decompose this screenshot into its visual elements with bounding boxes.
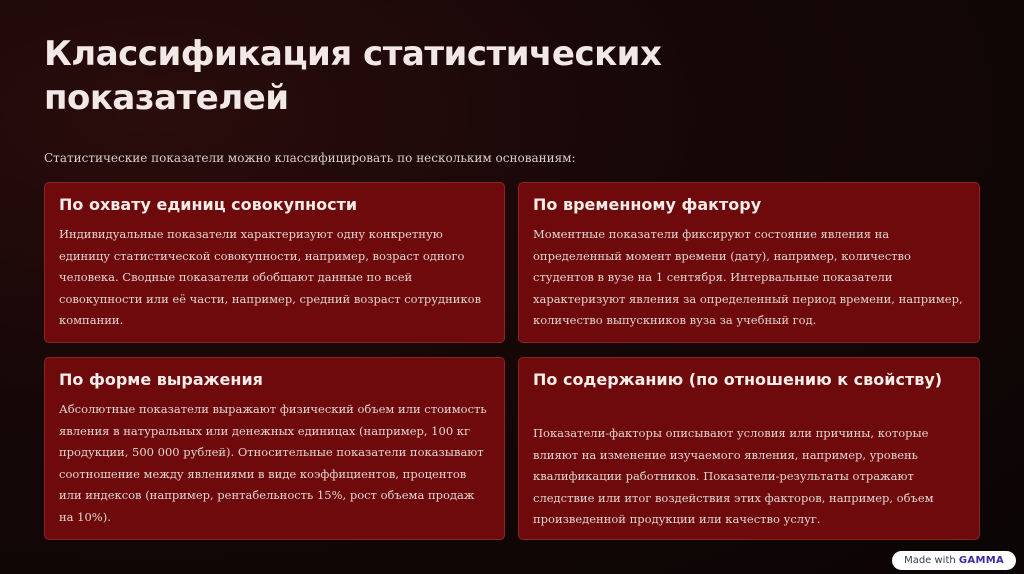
badge-prefix: Made with — [904, 555, 956, 566]
card-coverage — [44, 182, 505, 343]
page-title: Классификация статистических показателей — [44, 34, 662, 118]
intro-text: Статистические показатели можно классифицировать по нескольким основаниям: — [44, 151, 576, 165]
card-body: Моментные показатели фиксируют состояние явления на определенный момент времени (дату), например, количество студентов в вузе на 1 сентября. Интервальные показатели характеризуют явления за определенный период времени, например, количество выпускников вуза за учебный год. — [533, 227, 963, 327]
card-title: По охвату единиц совокупности — [59, 195, 358, 214]
card-time-factor — [518, 182, 980, 343]
card-title: По содержанию (по отношению к свойству) — [533, 370, 943, 389]
card-body: Индивидуальные показатели характеризуют одну конкретную единицу статистической совокупности, например, возраст одного человека. Сводные показатели обобщают данные по всей совокупности или её части, например, средний возраст сотрудников компании. — [59, 227, 482, 327]
card-expression-form — [44, 357, 505, 540]
card-title: По форме выражения — [59, 370, 263, 389]
card-content — [518, 357, 980, 540]
card-body: Показатели-факторы описывают условия или причины, которые влияют на изменение изучаемого явления, например, уровень квалификации работников. Показатели-результаты отражают следствие или итог воздействия этих факторов, например, объем произведенной продукции или качество услуг. — [533, 426, 934, 526]
gamma-logo-text: GAMMA — [958, 555, 1004, 566]
card-title: По временному фактору — [533, 195, 762, 214]
made-with-gamma-badge[interactable] — [892, 551, 1016, 570]
card-body: Абсолютные показатели выражают физический объем или стоимость явления в натуральных или денежных единицах (например, 100 кг продукции, 500 000 рублей). Относительные показатели показывают соотношение между явлениями в виде коэффициентов, процентов или индексов (например, рентабельность 15%, рост объема продаж на 10%). — [59, 402, 487, 524]
